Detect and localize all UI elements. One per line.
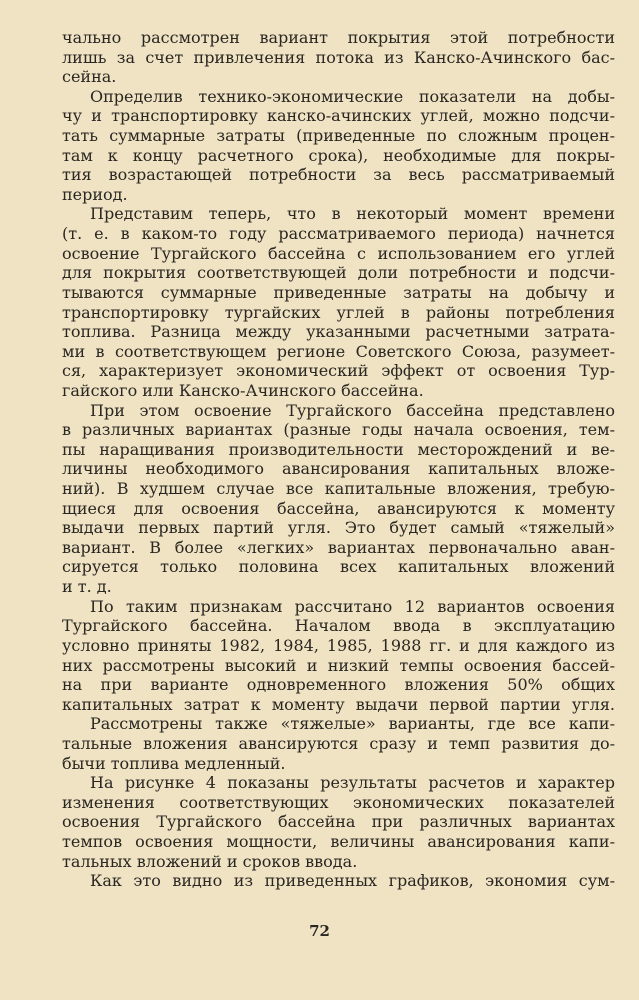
text-line: Определив технико-экономические показатели на добы- (90, 86, 615, 106)
text-line: изменения соответствующих экономических показателей (62, 792, 615, 812)
text-line: на при варианте одновременного вложения 50% общих (62, 675, 615, 695)
text-line: По таким признакам рассчитано 12 вариантов освоения (90, 596, 615, 616)
text-line: тия возрастающей потребности за весь рассматриваемый (62, 165, 615, 185)
text-line: ний). В худшем случае все капитальные вложения, требую- (62, 479, 615, 499)
text-line: (т. е. в каком-то году рассматриваемого периода) начнется (62, 224, 615, 244)
text-line: гайского или Канско-Ачинского бассейна. (62, 380, 424, 400)
text-line: них рассмотрены высокий и низкий темпы освоения бассей- (62, 655, 615, 675)
text-line: тываются суммарные приведенные затраты на добычу и (62, 282, 615, 302)
text-line: вариант. В более «легких» вариантах первоначально аван- (62, 537, 615, 557)
body-text (62, 28, 615, 891)
text-line: чально рассмотрен вариант покрытия этой потребности (62, 28, 615, 47)
text-line: Тургайского бассейна. Началом ввода в эксплуатацию (62, 616, 615, 636)
text-line: тальных вложений и сроков ввода. (62, 851, 358, 871)
text-line: освоения Тургайского бассейна при различных вариантах (62, 812, 615, 832)
text-line: тальные вложения авансируются сразу и темп развития до- (62, 733, 615, 753)
text-line: сейна. (62, 67, 117, 87)
text-line: пы наращивания производительности месторождений и ве- (62, 439, 615, 459)
text-line: транспортировку тургайских углей в районы потребления (62, 302, 615, 322)
text-line: Рассмотрены также «тяжелые» варианты, где все капи- (90, 714, 615, 734)
text-line: лишь за счет привлечения потока из Канско-Ачинского бас- (62, 47, 615, 67)
text-line: тать суммарные затраты (приведенные по сложным процен- (62, 126, 615, 146)
text-line: ся, характеризует экономический эффект от освоения Тур- (62, 361, 615, 381)
page-number: 72 (309, 922, 330, 940)
text-line: период. (62, 184, 128, 204)
text-line: Представим теперь, что в некоторый момент времени (90, 204, 615, 224)
text-line: выдачи первых партий угля. Это будет самый «тяжелый» (62, 518, 615, 538)
text-line: сируется только половина всех капитальных вложений (62, 557, 615, 577)
text-line: условно приняты 1982, 1984, 1985, 1988 гг. и для каждого из (62, 635, 615, 655)
text-line: ми в соответствующем регионе Советского Союза, разумеет- (62, 341, 615, 361)
text-line: в различных вариантах (разные годы начала освоения, тем- (62, 420, 615, 440)
text-line: чу и транспортировку канско-ачинских углей, можно подсчи- (62, 106, 615, 126)
text-line: На рисунке 4 показаны результаты расчетов и характер (90, 773, 615, 793)
text-line: капитальных затрат к моменту выдачи первой партии угля. (62, 694, 615, 714)
text-line: При этом освоение Тургайского бассейна представлено (90, 400, 615, 420)
text-line: там к концу расчетного срока), необходимые для покры- (62, 145, 615, 165)
text-line: освоение Тургайского бассейна с использованием его углей (62, 243, 615, 263)
text-line: топлива. Разница между указанными расчетными затрата- (62, 322, 615, 342)
text-line: бычи топлива медленный. (62, 753, 286, 773)
text-line: для покрытия соответствующей доли потребности и подсчи- (62, 263, 615, 283)
text-line: личины необходимого авансирования капитальных вложе- (62, 459, 615, 479)
text-line: щиеся для освоения бассейна, авансируются к моменту (62, 498, 615, 518)
text-line: и т. д. (62, 577, 112, 597)
text-line: Как это видно из приведенных графиков, экономия сум- (90, 871, 615, 891)
text-line: темпов освоения мощности, величины авансирования капи- (62, 831, 615, 851)
